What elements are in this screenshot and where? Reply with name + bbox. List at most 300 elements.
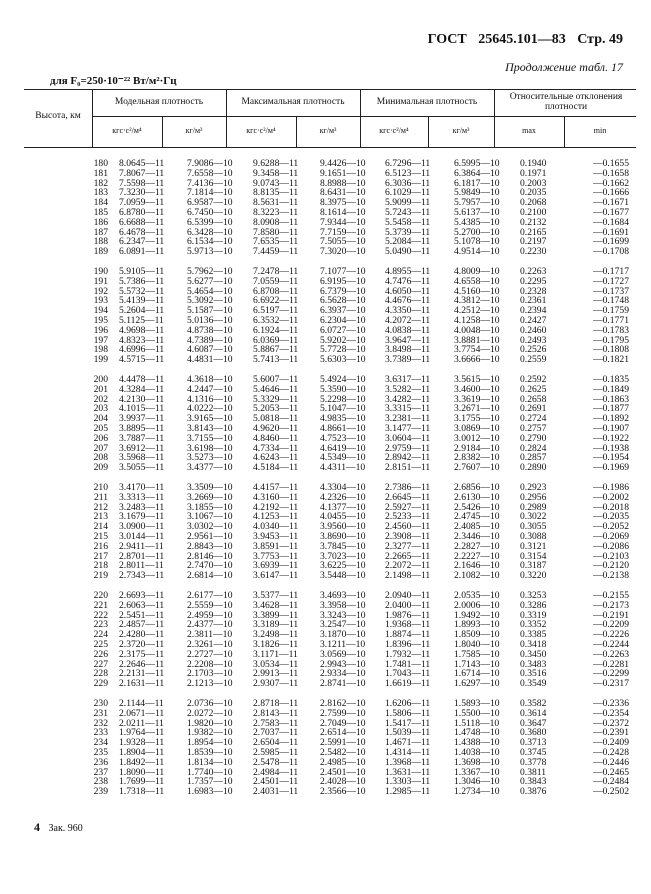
cell-dev-max: 0.2361 bbox=[520, 295, 547, 307]
table-row bbox=[24, 571, 636, 581]
cell-dev-min: —0.2354 bbox=[593, 707, 629, 719]
cell-max-kgs: 3.6147—11 bbox=[253, 570, 299, 582]
cell-max-kg: 2.7049—10 bbox=[320, 717, 366, 729]
cell-max-kgs: 4.0340—11 bbox=[253, 521, 299, 533]
cell-max-kg: 9.1651—10 bbox=[320, 167, 366, 179]
cell-max-kgs: 3.3899—11 bbox=[253, 609, 299, 621]
cell-model-kg: 4.7389—10 bbox=[187, 334, 233, 346]
cell-max-kgs: 4.2192—11 bbox=[253, 501, 299, 513]
cell-min-kgs: 5.9099—11 bbox=[385, 197, 431, 209]
cell-height: 219 bbox=[93, 570, 108, 582]
cell-min-kgs: 1.5039—11 bbox=[385, 727, 431, 739]
cell-max-kg: 4.6419—10 bbox=[320, 442, 366, 454]
page-header bbox=[420, 32, 623, 48]
cell-max-kg: 3.3958—10 bbox=[320, 599, 366, 611]
cell-height: 199 bbox=[93, 354, 108, 366]
cell-model-kgs: 6.4678—11 bbox=[119, 226, 165, 238]
cell-dev-min: —0.1938 bbox=[593, 442, 629, 454]
cell-dev-min: —0.2209 bbox=[593, 619, 629, 631]
cell-height: 184 bbox=[93, 197, 108, 209]
cell-min-kg: 4.5160—10 bbox=[454, 285, 500, 297]
cell-max-kg: 5.4924—10 bbox=[320, 374, 366, 385]
cell-height: 194 bbox=[93, 305, 108, 317]
cell-height: 210 bbox=[93, 482, 108, 493]
cell-max-kg: 5.1047—10 bbox=[320, 403, 366, 415]
cell-min-kg: 2.7607—10 bbox=[454, 462, 500, 474]
cell-max-kgs: 3.1171—11 bbox=[253, 648, 298, 660]
cell-dev-min: —0.1658 bbox=[593, 167, 629, 179]
cell-model-kg: 2.0272—10 bbox=[187, 707, 233, 719]
cell-min-kg: 3.4600—10 bbox=[454, 383, 500, 395]
cell-max-kg: 3.2547—10 bbox=[320, 619, 366, 631]
cell-max-kg: 5.7728—10 bbox=[320, 344, 366, 356]
cell-dev-min: —0.2281 bbox=[593, 658, 629, 670]
cell-min-kgs: 1.3968—11 bbox=[385, 756, 431, 768]
cell-model-kgs: 2.6063—11 bbox=[119, 599, 165, 611]
cell-model-kgs: 2.0211—11 bbox=[119, 717, 164, 729]
cell-dev-min: —0.2263 bbox=[593, 648, 629, 660]
cell-height: 215 bbox=[93, 530, 108, 542]
cell-model-kg: 5.0136—10 bbox=[187, 314, 233, 326]
cell-dev-min: —0.1835 bbox=[593, 374, 629, 385]
cell-dev-min: —0.2372 bbox=[593, 717, 629, 729]
cell-max-kgs: 2.4501—11 bbox=[253, 776, 299, 788]
cell-dev-max: 0.3319 bbox=[520, 609, 547, 621]
cell-max-kgs: 6.8708—11 bbox=[253, 285, 299, 297]
cell-height: 232 bbox=[93, 717, 108, 729]
cell-model-kg: 3.8143—10 bbox=[187, 422, 233, 434]
cell-model-kgs: 3.0900—11 bbox=[119, 521, 165, 533]
cell-min-kgs: 2.8942—11 bbox=[385, 452, 431, 464]
unit-max-a: кгс·с²/м⁴ bbox=[246, 126, 276, 135]
cell-min-kg: 2.8382—10 bbox=[454, 452, 500, 464]
cell-model-kg: 4.0222—10 bbox=[187, 403, 233, 415]
cell-model-kg: 3.4377—10 bbox=[187, 462, 233, 474]
cell-max-kgs: 6.1924—11 bbox=[253, 324, 299, 336]
cell-min-kg: 5.7957—10 bbox=[454, 197, 500, 209]
cell-dev-max: 0.2394 bbox=[520, 305, 547, 317]
cell-min-kg: 1.5500—10 bbox=[454, 707, 500, 719]
cell-max-kgs: 2.7037—11 bbox=[253, 727, 299, 739]
cell-dev-max: 0.3022 bbox=[520, 511, 547, 523]
cell-dev-max: 0.2100 bbox=[520, 206, 547, 218]
cell-max-kgs: 6.0369—11 bbox=[253, 334, 299, 346]
cell-dev-max: 0.3154 bbox=[520, 550, 547, 562]
cell-min-kgs: 2.1498—11 bbox=[385, 570, 431, 582]
cell-min-kg: 6.1817—10 bbox=[454, 177, 500, 189]
cell-max-kg: 3.4693—10 bbox=[320, 590, 366, 601]
cell-max-kgs: 7.4459—11 bbox=[253, 246, 299, 258]
cell-dev-min: —0.1863 bbox=[593, 393, 629, 405]
cell-max-kgs: 4.9620—11 bbox=[253, 422, 299, 434]
cell-min-kgs: 1.7481—11 bbox=[385, 658, 431, 670]
row-group bbox=[24, 159, 636, 257]
cell-dev-min: —0.2446 bbox=[593, 756, 629, 768]
cell-min-kg: 1.8993—10 bbox=[454, 619, 500, 631]
cell-max-kg: 3.0569—10 bbox=[320, 648, 366, 660]
cell-height: 230 bbox=[93, 698, 108, 709]
cell-dev-min: —0.2155 bbox=[593, 590, 629, 601]
cell-model-kg: 4.3618—10 bbox=[187, 374, 233, 385]
cell-dev-max: 0.3614 bbox=[520, 707, 547, 719]
cell-max-kg: 7.7159—10 bbox=[320, 226, 366, 238]
cell-model-kgs: 1.7699—11 bbox=[119, 776, 165, 788]
cell-max-kgs: 7.6535—11 bbox=[253, 236, 299, 248]
cell-min-kgs: 3.7389—11 bbox=[385, 354, 431, 366]
cell-dev-min: —0.1662 bbox=[593, 177, 629, 189]
cell-dev-max: 0.2035 bbox=[520, 187, 547, 199]
cell-dev-max: 0.3220 bbox=[520, 570, 547, 582]
cell-min-kgs: 2.5233—11 bbox=[385, 511, 431, 523]
cell-dev-min: —0.1717 bbox=[593, 266, 629, 277]
cell-model-kgs: 4.3284—11 bbox=[119, 383, 165, 395]
cell-height: 236 bbox=[93, 756, 108, 768]
cell-min-kgs: 1.9876—11 bbox=[385, 609, 431, 621]
cell-model-kgs: 5.7386—11 bbox=[119, 275, 165, 287]
cell-min-kgs: 4.7476—11 bbox=[385, 275, 431, 287]
cell-model-kgs: 2.7343—11 bbox=[119, 570, 165, 582]
cell-height: 213 bbox=[93, 511, 108, 523]
cell-height: 237 bbox=[93, 766, 108, 778]
table-row bbox=[24, 679, 636, 689]
cell-max-kgs: 4.8460—11 bbox=[253, 432, 299, 444]
cell-dev-max: 0.2132 bbox=[520, 216, 547, 228]
cell-dev-min: —0.1849 bbox=[593, 383, 629, 395]
cell-model-kg: 6.1534—10 bbox=[187, 236, 233, 248]
cell-dev-max: 0.2658 bbox=[520, 393, 547, 405]
cell-min-kgs: 3.9647—11 bbox=[385, 334, 431, 346]
cell-max-kgs: 4.6243—11 bbox=[253, 452, 299, 464]
cell-min-kgs: 3.3315—11 bbox=[385, 403, 431, 415]
cell-dev-max: 0.2230 bbox=[520, 246, 547, 258]
cell-height: 220 bbox=[93, 590, 108, 601]
cell-model-kg: 7.4136—10 bbox=[187, 177, 233, 189]
cell-model-kg: 6.3428—10 bbox=[187, 226, 233, 238]
cell-max-kgs: 2.8718—11 bbox=[253, 698, 299, 709]
cell-dev-max: 0.3253 bbox=[520, 590, 547, 601]
cell-height: 209 bbox=[93, 462, 108, 474]
cell-max-kg: 2.8741—10 bbox=[320, 678, 366, 690]
cell-model-kgs: 4.1015—11 bbox=[119, 403, 165, 415]
cell-dev-min: —0.2465 bbox=[593, 766, 629, 778]
cell-min-kg: 1.5118—10 bbox=[454, 717, 500, 729]
cell-model-kg: 1.7740—10 bbox=[187, 766, 233, 778]
cell-model-kg: 1.8134—10 bbox=[187, 756, 233, 768]
cell-min-kgs: 1.9368—11 bbox=[385, 619, 431, 631]
cell-model-kg: 2.9561—10 bbox=[187, 530, 233, 542]
cell-min-kgs: 1.5806—11 bbox=[385, 707, 431, 719]
cell-max-kgs: 3.9453—11 bbox=[253, 530, 299, 542]
cell-model-kgs: 2.6693—11 bbox=[119, 590, 165, 601]
cell-height: 202 bbox=[93, 393, 108, 405]
cell-height: 207 bbox=[93, 442, 108, 454]
cell-height: 229 bbox=[93, 678, 108, 690]
cell-min-kgs: 1.6206—11 bbox=[385, 698, 431, 709]
cell-dev-min: —0.1877 bbox=[593, 403, 629, 415]
cell-dev-min: —0.1821 bbox=[593, 354, 629, 366]
cell-dev-min: —0.1655 bbox=[593, 158, 629, 169]
cell-min-kg: 2.4745—10 bbox=[454, 511, 500, 523]
cell-dev-max: 0.2295 bbox=[520, 275, 547, 287]
cell-model-kg: 4.4831—10 bbox=[187, 354, 233, 366]
cell-dev-min: —0.2086 bbox=[593, 540, 629, 552]
cell-dev-min: —0.2299 bbox=[593, 668, 629, 680]
cell-dev-max: 0.1971 bbox=[520, 167, 547, 179]
cell-dev-max: 0.3121 bbox=[520, 540, 547, 552]
cell-min-kgs: 2.3277—11 bbox=[385, 540, 431, 552]
cell-model-kg: 2.6814—10 bbox=[187, 570, 233, 582]
col-deviation-header: Относительные отклонения плотности bbox=[509, 92, 623, 112]
cell-max-kgs: 2.7583—11 bbox=[253, 717, 299, 729]
cell-min-kgs: 6.1029—11 bbox=[385, 187, 431, 199]
unit-min-a: кгс·с²/м⁴ bbox=[379, 126, 409, 135]
cell-dev-min: —0.2409 bbox=[593, 737, 629, 749]
cell-max-kgs: 3.3189—11 bbox=[253, 619, 299, 631]
cell-dev-min: —0.2138 bbox=[593, 570, 629, 582]
cell-dev-min: —0.1922 bbox=[593, 432, 629, 444]
cell-max-kg: 5.3590—10 bbox=[320, 383, 366, 395]
cell-min-kgs: 1.8396—11 bbox=[385, 638, 431, 650]
cell-dev-max: 0.2427 bbox=[520, 314, 547, 326]
cell-dev-min: —0.2018 bbox=[593, 501, 629, 513]
cell-max-kgs: 2.5478—11 bbox=[253, 756, 299, 768]
cell-model-kg: 5.6277—10 bbox=[187, 275, 233, 287]
cell-height: 191 bbox=[93, 275, 108, 287]
cell-min-kgs: 3.4282—11 bbox=[385, 393, 431, 405]
cell-max-kgs: 3.2498—11 bbox=[253, 629, 299, 641]
cell-max-kgs: 8.3223—11 bbox=[253, 206, 299, 218]
cell-model-kgs: 3.9937—11 bbox=[119, 413, 165, 425]
cell-height: 196 bbox=[93, 324, 108, 336]
cell-height: 221 bbox=[93, 599, 108, 611]
cell-dev-min: —0.1748 bbox=[593, 295, 629, 307]
cell-dev-min: —0.1771 bbox=[593, 314, 629, 326]
cell-height: 182 bbox=[93, 177, 108, 189]
cell-min-kgs: 2.2665—11 bbox=[385, 550, 431, 562]
cell-height: 190 bbox=[93, 266, 108, 277]
cell-height: 223 bbox=[93, 619, 108, 631]
row-group bbox=[24, 591, 636, 689]
standard-number: 25645.101—83 bbox=[478, 32, 566, 47]
cell-dev-max: 0.3286 bbox=[520, 599, 547, 611]
cell-min-kgs: 4.2072—11 bbox=[385, 314, 431, 326]
cell-model-kgs: 1.8492—11 bbox=[119, 756, 165, 768]
page-label: Стр. 49 bbox=[577, 32, 623, 47]
cell-min-kg: 2.6856—10 bbox=[454, 482, 500, 493]
cell-dev-min: —0.2502 bbox=[593, 786, 629, 798]
cell-height: 216 bbox=[93, 540, 108, 552]
cell-dev-max: 0.3385 bbox=[520, 629, 547, 641]
cell-max-kgs: 4.1253—11 bbox=[253, 511, 299, 523]
cell-model-kg: 2.5559—10 bbox=[187, 599, 233, 611]
cell-model-kgs: 3.7887—11 bbox=[119, 432, 165, 444]
cell-dev-max: 0.3418 bbox=[520, 638, 547, 650]
cell-max-kgs: 9.3458—11 bbox=[253, 167, 299, 179]
cell-dev-max: 0.3187 bbox=[520, 560, 547, 572]
cell-max-kgs: 3.7753—11 bbox=[253, 550, 299, 562]
cell-max-kgs: 2.4984—11 bbox=[253, 766, 299, 778]
cell-model-kgs: 3.8895—11 bbox=[119, 422, 165, 434]
table-row bbox=[24, 787, 636, 797]
cell-dev-max: 0.2003 bbox=[520, 177, 547, 189]
cell-min-kgs: 6.7296—11 bbox=[385, 158, 431, 169]
cell-min-kg: 5.6137—10 bbox=[454, 206, 500, 218]
cell-dev-max: 0.3745 bbox=[520, 746, 547, 758]
cell-dev-min: —0.1671 bbox=[593, 197, 629, 209]
cell-model-kg: 3.0302—10 bbox=[187, 521, 233, 533]
cell-model-kg: 3.7155—10 bbox=[187, 432, 233, 444]
cell-min-kg: 1.6714—10 bbox=[454, 668, 500, 680]
cell-max-kgs: 5.7413—11 bbox=[253, 354, 299, 366]
cell-dev-max: 0.2790 bbox=[520, 432, 547, 444]
cell-dev-min: —0.1808 bbox=[593, 344, 629, 356]
cell-min-kgs: 2.8151—11 bbox=[385, 462, 431, 474]
page-footer bbox=[34, 820, 83, 835]
cell-min-kgs: 6.5123—11 bbox=[385, 167, 431, 179]
cell-height: 212 bbox=[93, 501, 108, 513]
cell-model-kg: 5.7962—10 bbox=[187, 266, 233, 277]
cell-model-kg: 3.5273—10 bbox=[187, 452, 233, 464]
cell-height: 187 bbox=[93, 226, 108, 238]
cell-min-kg: 3.0012—10 bbox=[454, 432, 500, 444]
cell-model-kgs: 2.1631—11 bbox=[119, 678, 165, 690]
cell-min-kg: 5.2700—10 bbox=[454, 226, 500, 238]
unit-min-b: кг/м³ bbox=[452, 126, 470, 135]
cell-min-kg: 4.0048—10 bbox=[454, 324, 500, 336]
cell-max-kg: 6.9195—10 bbox=[320, 275, 366, 287]
cell-dev-min: —0.2226 bbox=[593, 629, 629, 641]
cell-max-kg: 8.3975—10 bbox=[320, 197, 366, 209]
cell-dev-min: —0.1986 bbox=[593, 482, 629, 493]
cell-model-kg: 4.2447—10 bbox=[187, 383, 233, 395]
table-condition: для F₀=250·10⁻²² Вт/м²·Гц bbox=[50, 75, 177, 87]
cell-min-kg: 5.1078—10 bbox=[454, 236, 500, 248]
cell-model-kgs: 1.8090—11 bbox=[119, 766, 165, 778]
cell-max-kgs: 2.8143—11 bbox=[253, 707, 299, 719]
cell-dev-max: 0.2625 bbox=[520, 383, 547, 395]
cell-max-kg: 4.2326—10 bbox=[320, 491, 366, 503]
cell-dev-min: —0.1969 bbox=[593, 462, 629, 474]
cell-model-kgs: 2.3720—11 bbox=[119, 638, 165, 650]
cell-height: 208 bbox=[93, 452, 108, 464]
cell-dev-max: 0.3549 bbox=[520, 678, 547, 690]
col-max-header: Максимальная плотность bbox=[241, 97, 345, 107]
cell-max-kgs: 3.1826—11 bbox=[253, 638, 299, 650]
cell-dev-min: —0.1727 bbox=[593, 275, 629, 287]
cell-min-kg: 4.3812—10 bbox=[454, 295, 500, 307]
cell-max-kg: 8.1614—10 bbox=[320, 206, 366, 218]
cell-min-kgs: 4.0838—11 bbox=[385, 324, 431, 336]
cell-min-kgs: 5.7243—11 bbox=[385, 206, 431, 218]
cell-max-kgs: 9.6288—11 bbox=[253, 158, 299, 169]
cell-max-kgs: 8.5631—11 bbox=[253, 197, 299, 209]
cell-dev-min: —0.1666 bbox=[593, 187, 629, 199]
cell-min-kg: 3.7754—10 bbox=[454, 344, 500, 356]
cell-min-kg: 3.2671—10 bbox=[454, 403, 500, 415]
cell-min-kgs: 3.6317—11 bbox=[385, 374, 431, 385]
cell-max-kg: 5.9202—10 bbox=[320, 334, 366, 346]
cell-dev-min: —0.1708 bbox=[593, 246, 629, 258]
cell-max-kgs: 7.2478—11 bbox=[253, 266, 299, 277]
cell-height: 222 bbox=[93, 609, 108, 621]
cell-model-kgs: 2.4857—11 bbox=[119, 619, 165, 631]
cell-max-kg: 2.4501—10 bbox=[320, 766, 366, 778]
cell-model-kgs: 6.2347—11 bbox=[119, 236, 165, 248]
density-table bbox=[24, 89, 636, 809]
cell-min-kg: 2.3446—10 bbox=[454, 530, 500, 542]
cell-min-kg: 3.5615—10 bbox=[454, 374, 500, 385]
cell-dev-min: —0.1954 bbox=[593, 452, 629, 464]
cell-height: 224 bbox=[93, 629, 108, 641]
cell-min-kg: 3.6666—10 bbox=[454, 354, 500, 366]
cell-model-kg: 2.6177—10 bbox=[187, 590, 233, 601]
cell-max-kgs: 8.0908—11 bbox=[253, 216, 299, 228]
cell-min-kgs: 2.2072—11 bbox=[385, 560, 431, 572]
cell-max-kg: 2.9943—10 bbox=[320, 658, 366, 670]
cell-dev-max: 0.3778 bbox=[520, 756, 547, 768]
cell-dev-max: 0.2724 bbox=[520, 413, 547, 425]
cell-dev-min: —0.1737 bbox=[593, 285, 629, 297]
cell-dev-max: 0.3843 bbox=[520, 776, 547, 788]
cell-height: 218 bbox=[93, 560, 108, 572]
cell-min-kg: 2.9184—10 bbox=[454, 442, 500, 454]
cell-model-kg: 1.8954—10 bbox=[187, 737, 233, 749]
cell-min-kg: 2.1082—10 bbox=[454, 570, 500, 582]
cell-height: 185 bbox=[93, 206, 108, 218]
cell-height: 238 bbox=[93, 776, 108, 788]
cell-max-kg: 3.8690—10 bbox=[320, 530, 366, 542]
cell-height: 183 bbox=[93, 187, 108, 199]
cell-max-kgs: 2.4031—11 bbox=[253, 786, 299, 798]
cell-dev-min: —0.2002 bbox=[593, 491, 629, 503]
cell-max-kg: 3.7845—10 bbox=[320, 540, 366, 552]
cell-min-kgs: 5.3739—11 bbox=[385, 226, 431, 238]
cell-model-kg: 2.8843—10 bbox=[187, 540, 233, 552]
table-continuation: Продолжение табл. 17 bbox=[505, 60, 623, 74]
cell-model-kg: 6.5399—10 bbox=[187, 216, 233, 228]
cell-max-kg: 6.0727—10 bbox=[320, 324, 366, 336]
cell-model-kgs: 4.2130—11 bbox=[119, 393, 165, 405]
cell-model-kgs: 2.3175—11 bbox=[119, 648, 165, 660]
cell-min-kg: 2.1646—10 bbox=[454, 560, 500, 572]
cell-min-kgs: 2.0940—11 bbox=[385, 590, 431, 601]
cell-model-kgs: 3.1679—11 bbox=[119, 511, 165, 523]
cell-height: 186 bbox=[93, 216, 108, 228]
cell-model-kgs: 3.0144—11 bbox=[119, 530, 165, 542]
cell-model-kg: 2.2727—10 bbox=[187, 648, 233, 660]
cell-min-kgs: 5.0490—11 bbox=[385, 246, 431, 258]
cell-max-kg: 3.6225—10 bbox=[320, 560, 366, 572]
cell-model-kgs: 2.8701—11 bbox=[119, 550, 165, 562]
cell-max-kg: 2.5482—10 bbox=[320, 746, 366, 758]
cell-max-kgs: 3.0534—11 bbox=[253, 658, 299, 670]
cell-max-kgs: 5.4646—11 bbox=[253, 383, 299, 395]
cell-min-kg: 3.0869—10 bbox=[454, 422, 500, 434]
cell-model-kgs: 1.9764—11 bbox=[119, 727, 165, 739]
cell-max-kg: 2.3566—10 bbox=[320, 786, 366, 798]
cell-model-kgs: 6.0891—11 bbox=[119, 246, 165, 258]
row-group bbox=[24, 483, 636, 581]
cell-model-kgs: 4.9698—11 bbox=[119, 324, 165, 336]
cell-model-kgs: 2.2646—11 bbox=[119, 658, 165, 670]
cell-min-kgs: 1.7932—11 bbox=[385, 648, 431, 660]
cell-max-kgs: 7.8580—11 bbox=[253, 226, 299, 238]
cell-min-kgs: 1.3631—11 bbox=[385, 766, 431, 778]
cell-height: 214 bbox=[93, 521, 108, 533]
cell-min-kg: 6.3864—10 bbox=[454, 167, 500, 179]
cell-model-kgs: 7.8067—11 bbox=[119, 167, 165, 179]
cell-dev-min: —0.2120 bbox=[593, 560, 629, 572]
